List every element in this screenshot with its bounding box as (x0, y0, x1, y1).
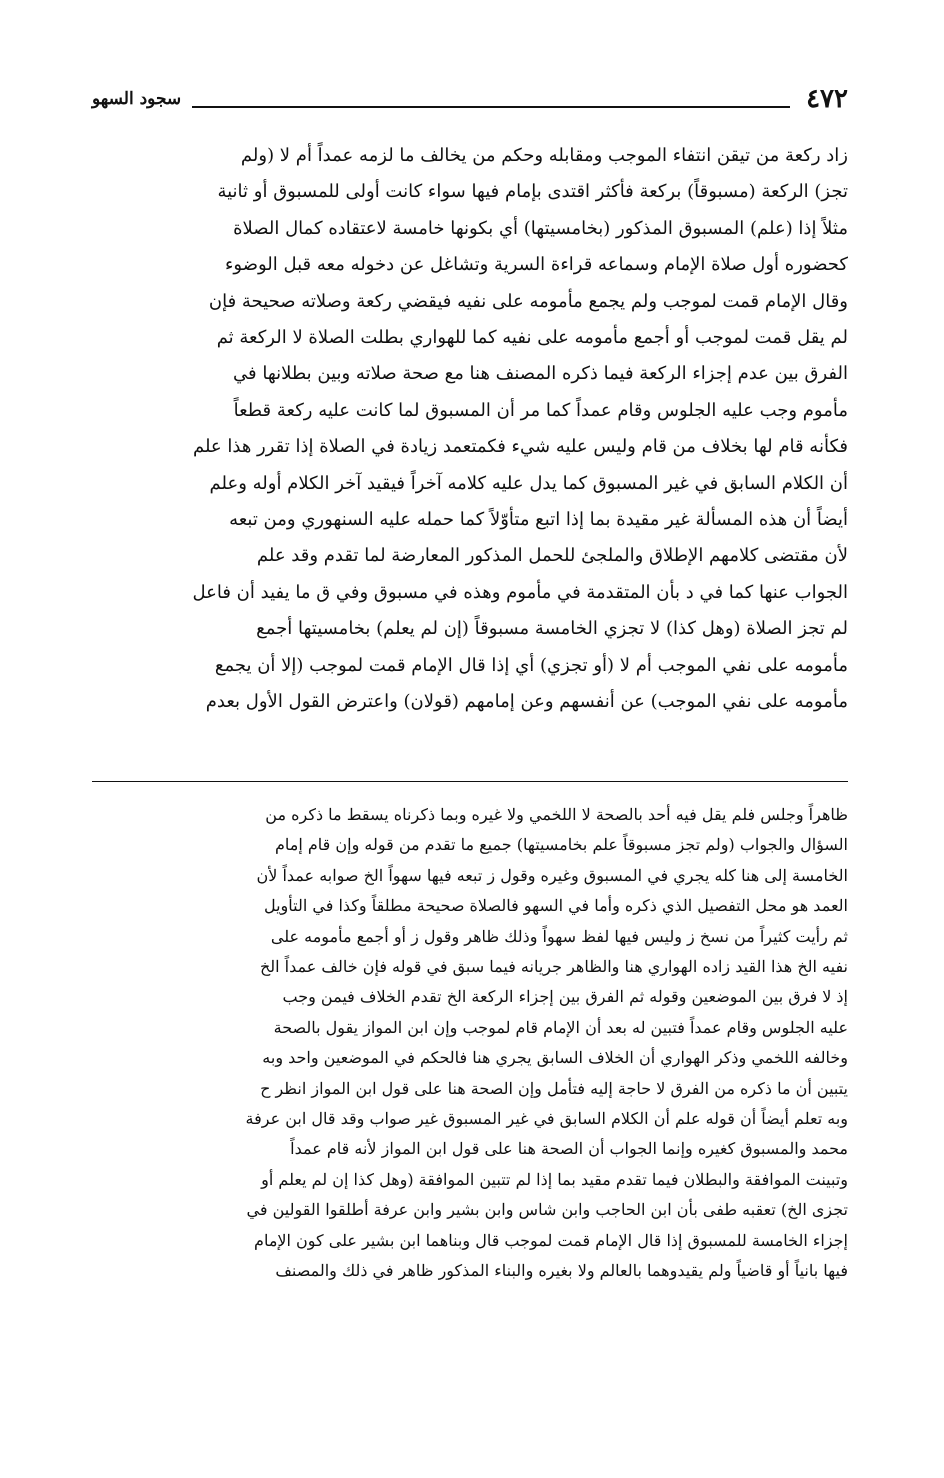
footnote-line: ثم رأيت كثيراً من نسخ ز وليس فيها لفظ سهواً وذلك ظاهر وقول ز أو أجمع مأمومه على (270, 926, 848, 946)
main-text-line: لم تجز الصلاة (وهل كذا) لا تجزي الخامسة مسبوقاً (إن لم يعلم) بخامسيتها أجمع (256, 618, 848, 640)
footnote-line: محمد والمسبوق كغيره وإنما الجواب أن الصحة هنا على قول ابن المواز لأنه قام عمداً (290, 1139, 848, 1159)
main-text-line: لم يقل قمت لموجب أو أجمع مأمومه على نفيه كما للهواري بطلت الصلاة لا الركعة ثم (216, 327, 848, 349)
main-text-line: مأمومه على نفي الموجب أم لا (أو تجزي) أي إذا قال الإمام قمت لموجب (إلا أن يجمع (214, 654, 848, 676)
main-text-line: الفرق بين عدم إجزاء الركعة فيما ذكره المصنف هنا مع صحة صلاته وبين بطلانها في (233, 363, 848, 385)
footnote-divider (92, 781, 848, 782)
footnote-line: الخامسة إلى هنا كله يجري في المسبوق وغيره وقول ز تبعه فيها سهواً الخ صوابه عمداً لأن (256, 865, 848, 885)
footnote-line: نفيه الخ هذا القيد زاده الهواري هنا والظاهر جريانه فيما سبق في قوله فإن خالف عمداً الخ (259, 957, 848, 977)
footnote-line: إذ لا فرق بين الموضعين وقوله ثم الفرق بين إجزاء الركعة الخ تقدم الخلاف فيمن وجب (282, 987, 848, 1007)
main-text-line: أن الكلام السابق في غير المسبوق كما يدل عليه كلامه آخراً فيقيد آخر الكلام أوله وعلم (209, 472, 848, 494)
main-text-line: كحضوره أول صلاة الإمام وسماعه قراءة السرية وتشاغل عن دخوله معه قبل الوضوء (224, 254, 848, 276)
main-text (92, 138, 848, 721)
main-text-line: مأمومه على نفي الموجب) عن أنفسهم وعن إمامهم (قولان) واعترض القول الأول بعدم (205, 691, 848, 713)
footnote-line: فيها بانياً أو قاضياً ولم يقيدوهما بالعالم ولا بغيره والبناء المذكور ظاهر في ذلك والمصنف (275, 1261, 848, 1281)
footnote-line: تجزى الخ) تعقبه طفى بأن ابن الحاجب وابن شاس وابن بشير وابن عرفة أطلقوا القولين في (246, 1200, 848, 1220)
main-text-line: مثلاً إذا (علم) المسبوق المذكور (بخامسيتها) أي بكونها خامسة لاعتقاده كمال الصلاة (233, 217, 848, 239)
main-text-line: لأن مقتضى كلامهم الإطلاق والملجئ للحمل المذكور المعارضة لما تقدم وقد علم (256, 545, 848, 567)
header-rule (192, 106, 790, 108)
main-text-line: مأموم وجب عليه الجلوس وقام عمداً كما مر أن المسبوق لما كانت عليه ركعة قطعاً (233, 399, 848, 421)
page-header (92, 84, 848, 118)
page-number: ٤٧٢ (806, 84, 848, 114)
footnote-line: عليه الجلوس وقام عمداً فتبين له بعد أن الإمام قام لموجب وإن ابن المواز يقول بالصحة (273, 1017, 848, 1037)
main-text-line: زاد ركعة من تيقن انتفاء الموجب ومقابله وحكم من يخالف ما لزمه عمداً أم لا (ولم (240, 145, 848, 166)
main-text-line: فكأنه قام لها بخلاف من قام وليس عليه شيء فكمتعمد زيادة في الصلاة إذا تقرر هذا علم (192, 436, 848, 458)
footnote-line: وبه تعلم أيضاً أن قوله علم أن الكلام السابق في غير المسبوق غير صواب وقد قال ابن عرفة (245, 1109, 848, 1129)
footnote-line: وخالفه اللخمي وذكر الهواري أن الخلاف السابق يجري هنا فالحكم في الموضعين واحد وبه (262, 1048, 848, 1068)
footnote-line: العمد هو محل التفصيل الذي ذكره وأما في السهو فالصلاة صحيحة مطلقاً وكذا في التأويل (263, 896, 848, 916)
footnotes (92, 800, 848, 1287)
footnote-line: إجزاء الخامسة للمسبوق إذا قال الإمام قمت لموجب قال وبناهما ابن بشير على كون الإمام (254, 1230, 848, 1250)
chapter-title: سجود السهو (92, 89, 182, 109)
main-text-line: تجز) الركعة (مسبوقاً) بركعة فأكثر اقتدى بإمام فيها سواء كانت أولى للمسبوق أو ثانية (217, 181, 848, 203)
footnote-line: السؤال والجواب (ولم تجز مسبوقاً علم بخامسيتها) جميع ما تقدم من قوله وإن قام إمام (274, 835, 848, 855)
main-text-line: أيضاً أن هذه المسألة غير مقيدة بما إذا اتبع متأوّلاً كما حمله عليه السنهوري ومن تبعه (229, 509, 848, 531)
footnote-line: وتبينت الموافقة والبطلان فيما تقدم مقيد بما إذا لم تتبين الموافقة (وهل كذا إن لم يعلم أو (261, 1169, 848, 1189)
footnote-line: يتبين أن ما ذكره من الفرق لا حاجة إليه فتأمل وإن الصحة هنا على قول ابن المواز انظر ح (260, 1078, 848, 1098)
main-text-line: الجواب عنها كما في د بأن المتقدمة في مأموم وهذه في مسبوق وفي ق ما يفيد أن فاعل (192, 581, 848, 603)
footnote-line: ظاهراً وجلس فلم يقل فيه أحد بالصحة لا اللخمي ولا غيره وبما ذكرناه يسقط ما ذكره من (265, 805, 848, 824)
main-text-line: وقال الإمام قمت لموجب ولم يجمع مأمومه على نفيه فيقضي ركعة وصلاته صحيحة فإن (208, 290, 848, 312)
